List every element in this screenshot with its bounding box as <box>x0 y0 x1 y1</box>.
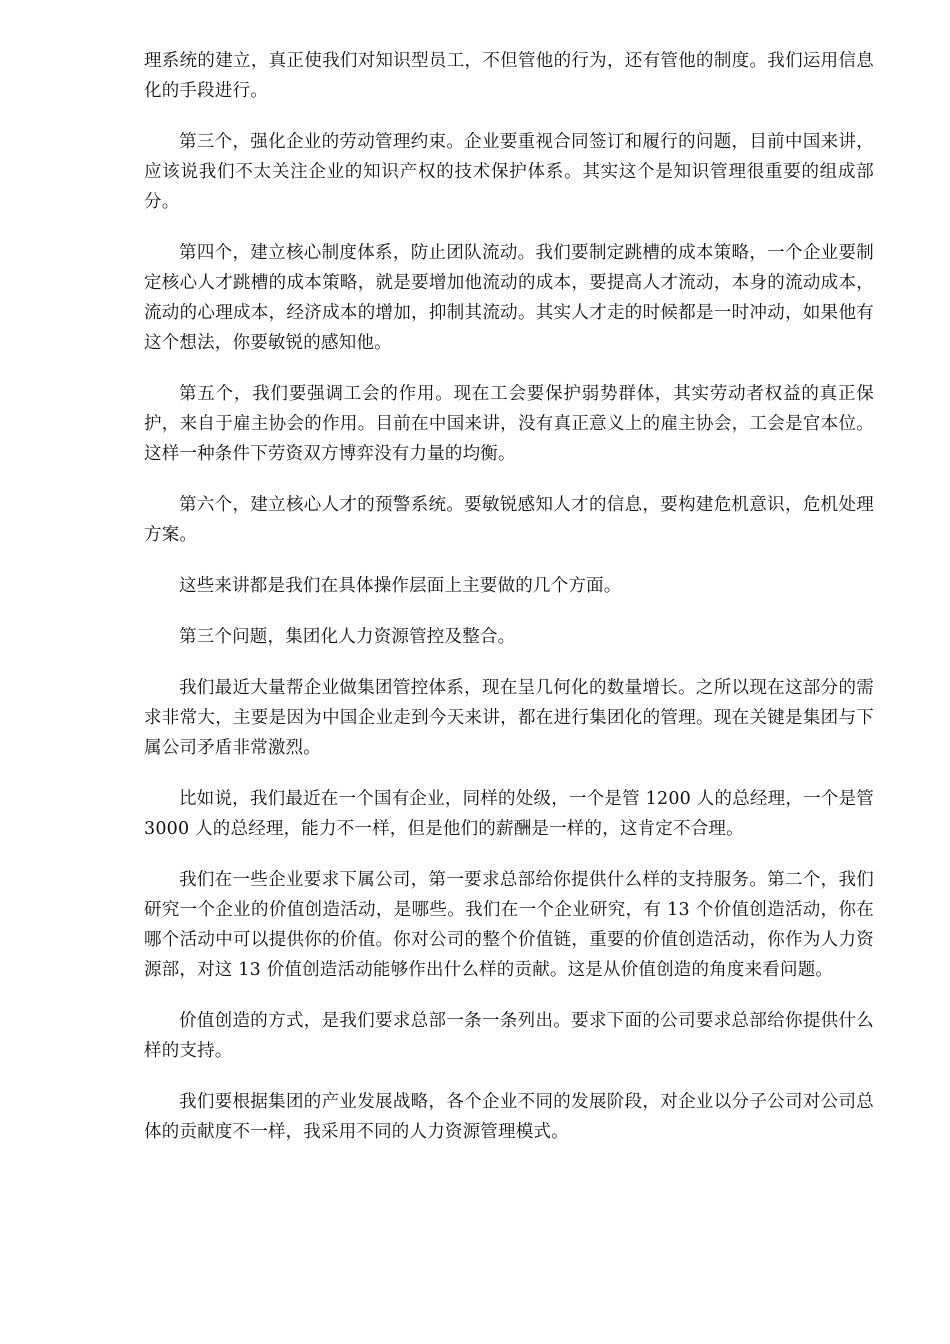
paragraph-sixth-point: 第六个，建立核心人才的预警系统。要敏锐感知人才的信息，要构建危机意识，危机处理方案。 <box>144 495 874 545</box>
paragraph-strategy: 我们要根据集团的产业发展战略，各个企业不同的发展阶段，对企业以分子公司对公司总体的贡献度不一样，我采用不同的人力资源管理模式。 <box>144 1092 874 1142</box>
paragraph-third-point: 第三个，强化企业的劳动管理约束。企业要重视合同签订和履行的问题，目前中国来讲，应该说我们不太关注企业的知识产权的技术保护体系。其实这个是知识管理很重要的组成部分。 <box>144 132 874 212</box>
paragraph-continued: 理系统的建立，真正使我们对知识型员工，不但管他的行为，还有管他的制度。我们运用信息化的手段进行。 <box>144 51 874 101</box>
paragraph-value-creation: 我们在一些企业要求下属公司，第一要求总部给你提供什么样的支持服务。第二个，我们研究一个企业的价值创造活动，是哪些。我们在一个企业研究，有 13 个价值创造活动，你在哪个活动中可以提供你的价值。你对公司的整个价值链，重要的价值创造活动，你作为人力资源部，对这 13 价值创造活动能够作出什么样的贡献。这是从价值创造的角度来看问题。 <box>144 870 874 980</box>
paragraph-fourth-point: 第四个，建立核心制度体系，防止团队流动。我们要制定跳槽的成本策略，一个企业要制定核心人才跳槽的成本策略，就是要增加他流动的成本，要提高人才流动，本身的流动成本，流动的心理成本，经济成本的增加，抑制其流动。其实人才走的时候都是一时冲动，如果他有这个想法，你要敏锐的感知他。 <box>144 243 874 353</box>
paragraph-section-heading: 第三个问题，集团化人力资源管控及整合。 <box>179 627 516 647</box>
paragraph-value-method: 价值创造的方式，是我们要求总部一条一条列出。要求下面的公司要求总部给你提供什么样的支持。 <box>144 1011 874 1061</box>
paragraph-example: 比如说，我们最近在一个国有企业，同样的处级，一个是管 1200 人的总经理，一个是管 3000 人的总经理，能力不一样，但是他们的薪酬是一样的，这肯定不合理。 <box>144 789 874 839</box>
paragraph-summary: 这些来讲都是我们在具体操作层面上主要做的几个方面。 <box>179 576 622 596</box>
document-body <box>144 46 874 1168</box>
paragraph-fifth-point: 第五个，我们要强调工会的作用。现在工会要保护弱势群体，其实劳动者权益的真正保护，来自于雇主协会的作用。目前在中国来讲，没有真正意义上的雇主协会，工会是官本位。这样一种条件下劳资双方博弈没有力量的均衡。 <box>144 384 874 464</box>
paragraph-group-control: 我们最近大量帮企业做集团管控体系，现在呈几何化的数量增长。之所以现在这部分的需求非常大，主要是因为中国企业走到今天来讲，都在进行集团化的管理。现在关键是集团与下属公司矛盾非常激烈。 <box>144 678 874 758</box>
